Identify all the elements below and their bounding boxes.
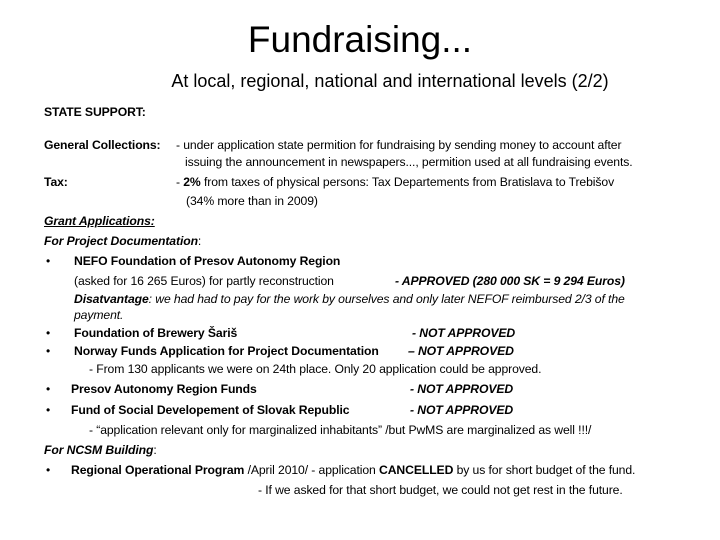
general-collections-label: General Collections: xyxy=(44,138,161,152)
project-documentation-colon: : xyxy=(197,234,202,248)
ncsm-building-colon: : xyxy=(153,443,157,457)
general-collections-line1: - under application state permition for fundraising by sending money to account after xyxy=(176,138,622,152)
ncsm-building-label xyxy=(44,442,157,458)
brewery-title: Foundation of Brewery Šariš xyxy=(74,326,238,340)
general-collections-line2: issuing the announcement in newspapers..., permition used at all fundraising events. xyxy=(185,155,633,169)
bullet-icon: • xyxy=(46,382,51,396)
bullet-icon: • xyxy=(46,463,51,477)
project-documentation-text: For Project Documentation xyxy=(44,234,198,248)
regional-program-cancelled: CANCELLED xyxy=(379,463,454,477)
nefo-title: NEFO Foundation of Presov Autonomy Region xyxy=(74,254,341,268)
project-documentation-label xyxy=(44,233,201,249)
tax-label: Tax: xyxy=(44,175,68,189)
grant-applications-heading: Grant Applications: xyxy=(44,214,155,228)
page-title: Fundraising... xyxy=(247,19,473,60)
tax-line1-rest: from taxes of physical persons: Tax Departements from Bratislava to Trebišov xyxy=(200,175,615,189)
disadvantage-text-2: payment. xyxy=(74,308,124,322)
bullet-icon: • xyxy=(46,403,51,417)
regional-program-text1: /April 2010/ - application xyxy=(244,463,380,477)
tax-line1-prefix: - xyxy=(176,175,184,189)
page-subtitle: At local, regional, national and international levels (2/2) xyxy=(171,71,609,91)
presov-status: - NOT APPROVED xyxy=(410,382,514,396)
bullet-icon: • xyxy=(46,344,51,358)
norway-note: - From 130 applicants we were on 24th place. Only 20 application could be approved. xyxy=(89,362,542,376)
state-support-heading: STATE SUPPORT: xyxy=(44,105,146,119)
ncsm-building-text: For NCSM Building xyxy=(44,443,154,457)
bullet-icon: • xyxy=(46,254,51,268)
disadvantage-label: Disatvantage xyxy=(74,292,149,306)
tax-percent: 2% xyxy=(183,175,201,189)
presov-title: Presov Autonomy Region Funds xyxy=(71,382,257,396)
bullet-icon: • xyxy=(46,326,51,340)
brewery-status: - NOT APPROVED xyxy=(412,326,516,340)
norway-status: – NOT APPROVED xyxy=(408,344,514,358)
regional-program-title: Regional Operational Program xyxy=(71,463,245,477)
regional-program-line xyxy=(71,462,635,478)
social-fund-note: - “application relevant only for marginalized inhabitants” /but PwMS are marginalized as well !!!/ xyxy=(89,423,592,437)
tax-line1 xyxy=(176,174,614,190)
disadvantage-text: : we had had to pay for the work by ourselves and only later NEFOF reimbursed 2/3 of the xyxy=(148,292,625,306)
social-fund-title: Fund of Social Developement of Slovak Republic xyxy=(71,403,350,417)
nefo-detail: (asked for 16 265 Euros) for partly reconstruction xyxy=(74,274,334,288)
norway-title: Norway Funds Application for Project Documentation xyxy=(74,344,379,358)
regional-program-note: - If we asked for that short budget, we could not get rest in the future. xyxy=(258,483,623,497)
tax-line2: (34% more than in 2009) xyxy=(186,194,318,208)
disadvantage-line xyxy=(74,291,625,307)
nefo-status: - APPROVED (280 000 SK = 9 294 Euros) xyxy=(395,274,625,288)
regional-program-text2: by us for short budget of the fund. xyxy=(453,463,636,477)
social-fund-status: - NOT APPROVED xyxy=(410,403,514,417)
